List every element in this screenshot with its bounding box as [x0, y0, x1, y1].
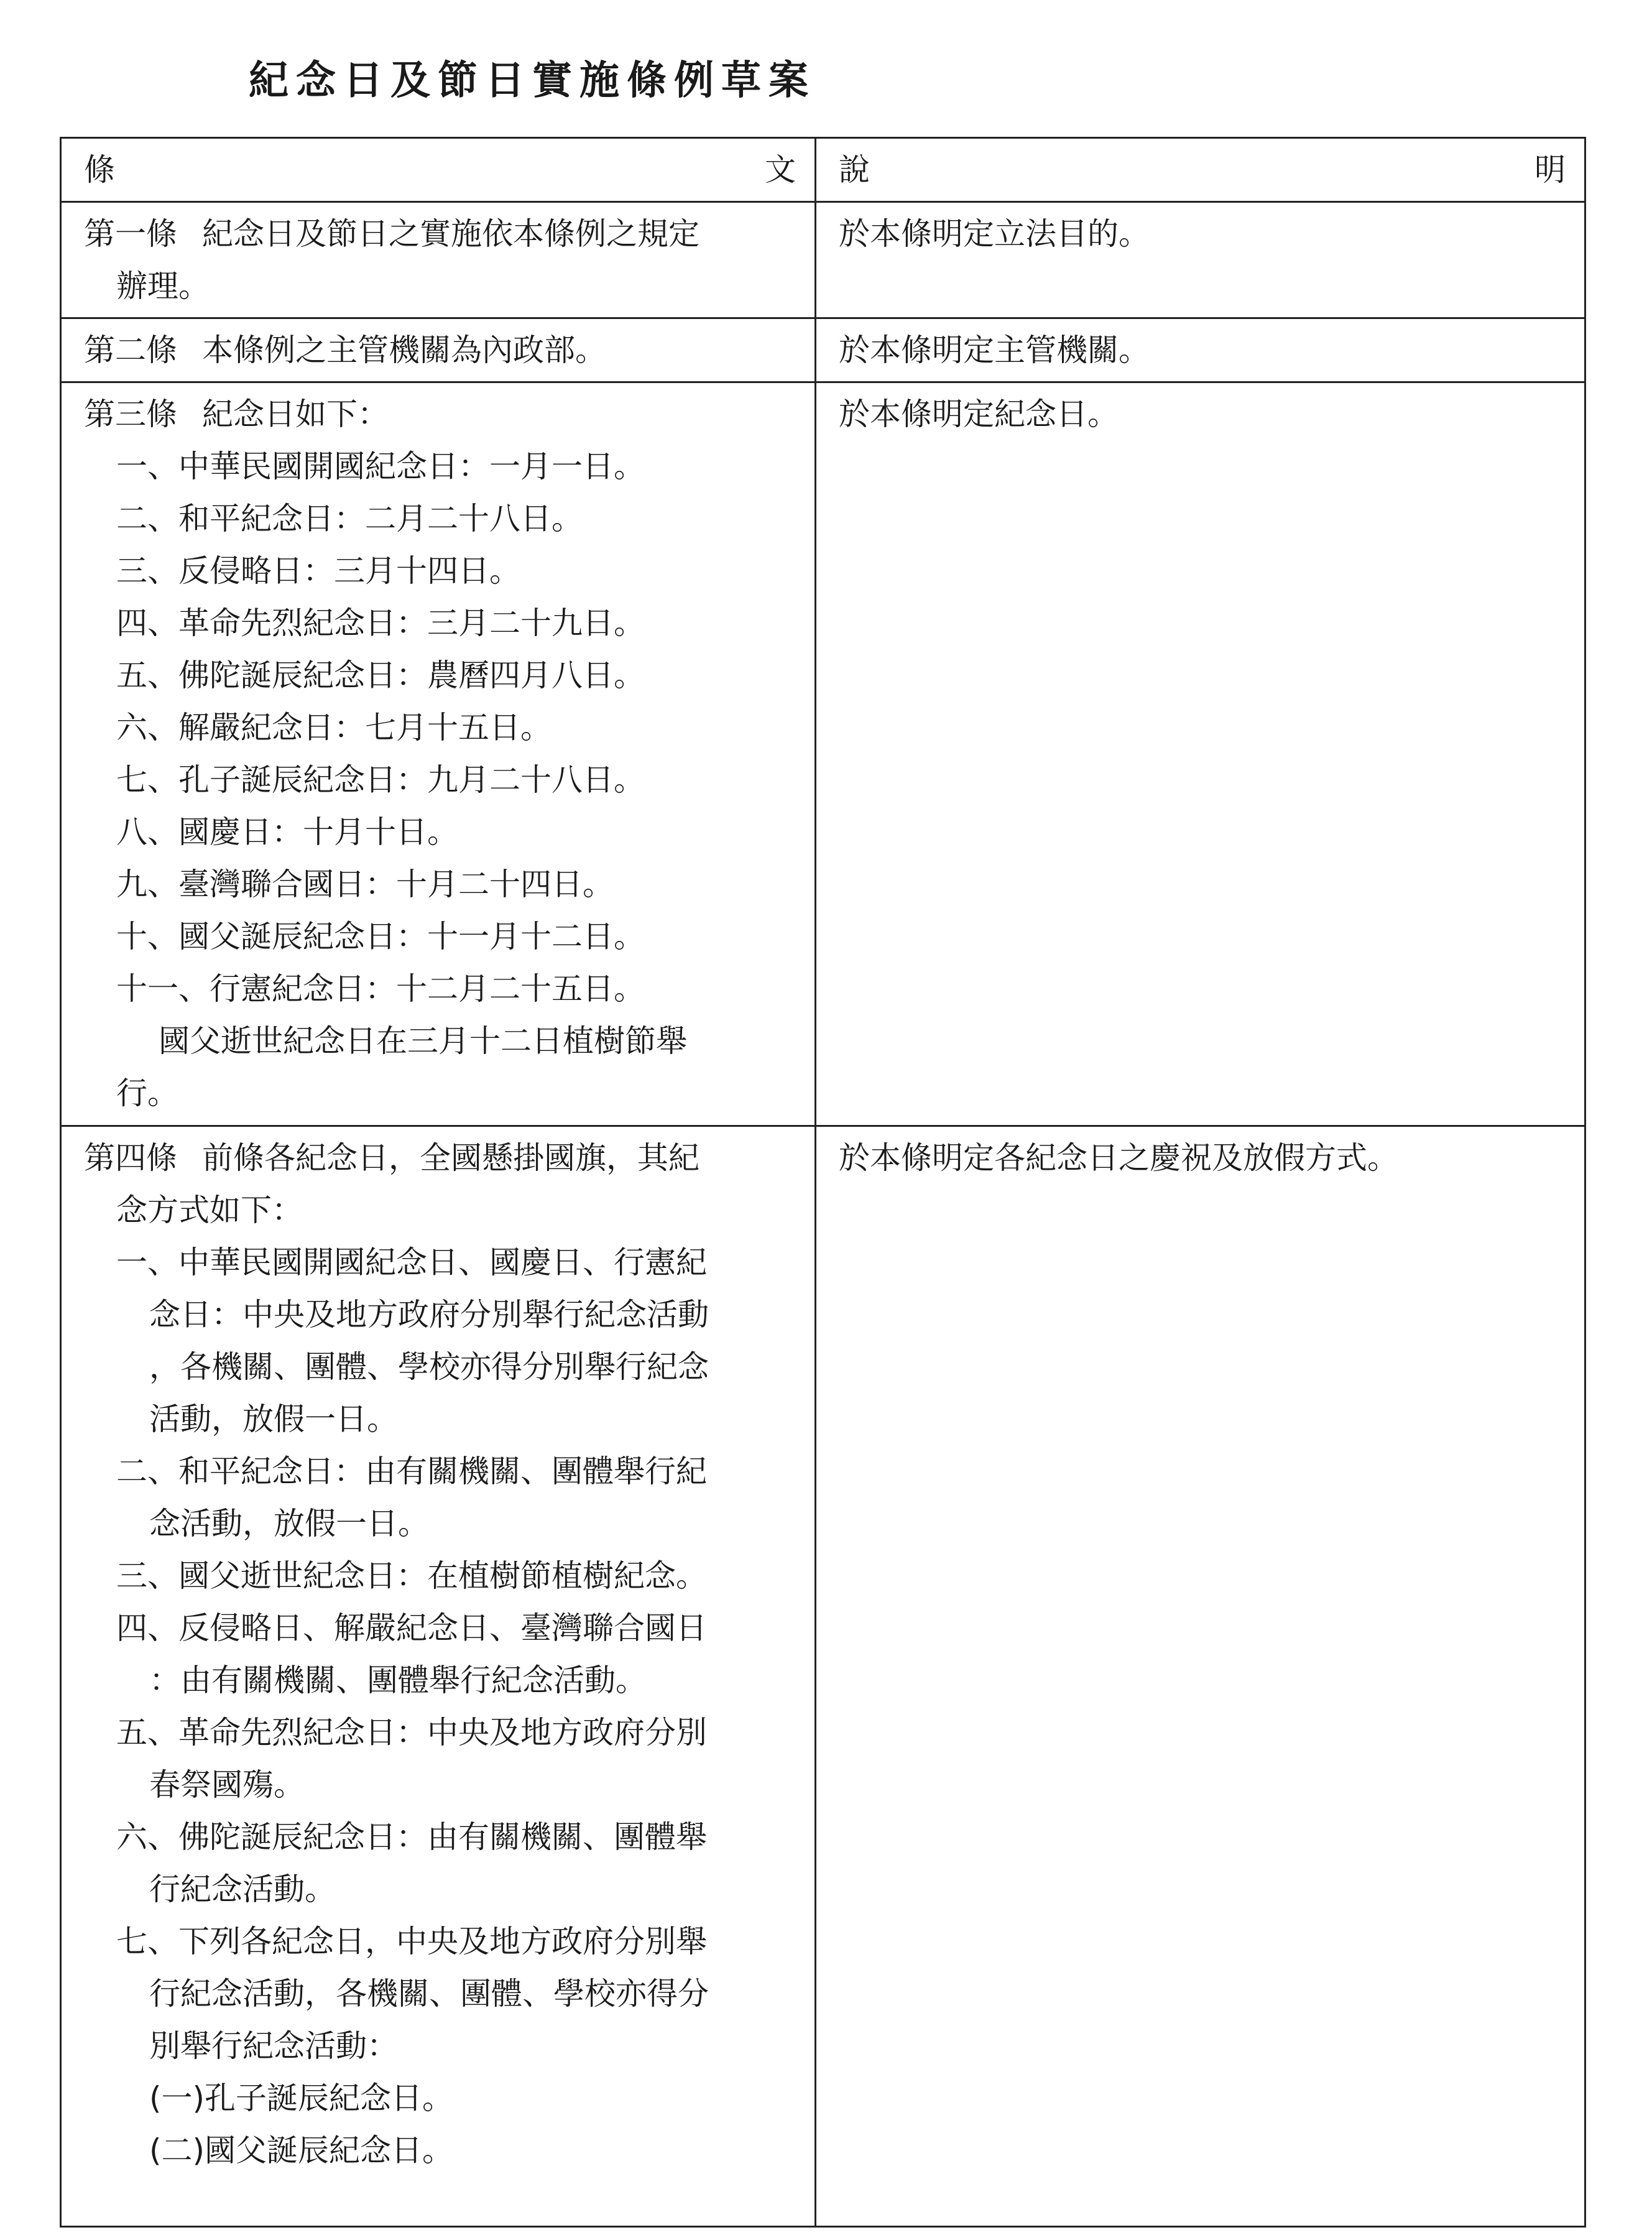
document-title: 紀念日及節日實施條例草案 [249, 57, 816, 104]
article-1-text [61, 202, 816, 318]
table-row [61, 202, 1585, 318]
article-2-explanation [816, 318, 1585, 382]
article-number: 第四條 [84, 1140, 177, 1176]
table-row [61, 1126, 1585, 2227]
list-item-cont: 活動，放假一日。 [149, 1401, 398, 1437]
article-intro: 前條各紀念日，全國懸掛國旗，其紀 [202, 1140, 699, 1176]
article-4-explanation [816, 1126, 1585, 2227]
article-intro: 紀念日如下： [202, 396, 389, 432]
list-item: 七、下列各紀念日，中央及地方政府分別舉 [116, 1923, 707, 1960]
article-line: 本條例之主管機關為內政部。 [202, 332, 606, 368]
list-item: 一、中華民國開國紀念日、國慶日、行憲紀 [116, 1244, 707, 1280]
list-item-cont: 春祭國殤。 [149, 1767, 305, 1803]
list-item: 六、解嚴紀念日：七月十五日。 [116, 710, 551, 746]
list-item: 八、國慶日：十月十日。 [116, 814, 458, 850]
article-2-text [61, 318, 816, 382]
list-item: 九、臺灣聯合國日：十月二十四日。 [116, 866, 614, 902]
list-item: 二、和平紀念日：二月二十八日。 [116, 501, 583, 537]
article-line: 辦理。 [116, 268, 210, 304]
list-item: 二、和平紀念日：由有關機關、團體舉行紀 [116, 1453, 707, 1489]
article-number: 第二條 [84, 332, 177, 368]
list-item: 六、佛陀誕辰紀念日：由有關機關、團體舉 [116, 1819, 707, 1855]
article-1-explanation [816, 202, 1585, 318]
table-row [61, 318, 1585, 382]
explanation-text: 於本條明定主管機關。 [839, 332, 1150, 368]
list-item: 三、國父逝世紀念日：在植樹節植樹紀念。 [116, 1558, 707, 1594]
sub-list-item: (二)國父誕辰紀念日。 [149, 2132, 454, 2168]
sub-list-item: (一)孔子誕辰紀念日。 [149, 2080, 454, 2116]
header-explanation [816, 138, 1585, 202]
list-item: 十、國父誕辰紀念日：十一月十二日。 [116, 919, 645, 955]
list-item: 五、革命先烈紀念日：中央及地方政府分別 [116, 1714, 707, 1751]
article-3-explanation [816, 382, 1585, 1126]
list-item-cont: 念活動，放假一日。 [149, 1506, 429, 1542]
list-item: 三、反侵略日：三月十四日。 [116, 553, 520, 589]
table-row [61, 382, 1585, 1126]
list-item-cont: ：由有關機關、團體舉行紀念活動。 [149, 1662, 647, 1698]
explanation-text: 於本條明定各紀念日之慶祝及放假方式。 [839, 1140, 1398, 1176]
list-item: 四、革命先烈紀念日：三月二十九日。 [116, 605, 645, 641]
article-4-text [61, 1126, 816, 2227]
list-item-cont: 行紀念活動。 [149, 1871, 336, 1907]
list-item-cont: ，各機關、團體、學校亦得分別舉行紀念 [149, 1349, 709, 1385]
article-line: 紀念日及節日之實施依本條例之規定 [202, 216, 699, 252]
list-item: 四、反侵略日、解嚴紀念日、臺灣聯合國日 [116, 1610, 707, 1646]
list-item: 一、中華民國開國紀念日：一月一日。 [116, 448, 645, 484]
article-intro-cont: 念方式如下： [116, 1192, 303, 1228]
article-number: 第三條 [84, 396, 177, 432]
list-item-cont: 別舉行紀念活動： [149, 2028, 398, 2064]
article-number: 第一條 [84, 216, 177, 252]
article-note-line-2: 行。 [116, 1075, 178, 1111]
header-article-char-2: 文 [765, 152, 796, 188]
header-explanation-char-1: 說 [839, 152, 870, 188]
header-article-char-1: 條 [84, 152, 115, 188]
explanation-text: 於本條明定立法目的。 [839, 216, 1150, 252]
list-item: 七、孔子誕辰紀念日：九月二十八日。 [116, 762, 645, 798]
list-item-cont: 念日：中央及地方政府分別舉行紀念活動 [149, 1297, 709, 1333]
article-note-line-1: 國父逝世紀念日在三月十二日植樹節舉 [159, 1023, 687, 1059]
header-article-text [61, 138, 816, 202]
article-3-text [61, 382, 816, 1126]
explanation-text: 於本條明定紀念日。 [839, 396, 1119, 432]
law-comparison-table [60, 137, 1586, 2228]
header-explanation-char-2: 明 [1534, 152, 1566, 188]
list-item-cont: 行紀念活動，各機關、團體、學校亦得分 [149, 1976, 709, 2012]
list-item: 十一、行憲紀念日：十二月二十五日。 [116, 971, 645, 1007]
table-header-row [61, 138, 1585, 202]
list-item: 五、佛陀誕辰紀念日：農曆四月八日。 [116, 657, 645, 693]
